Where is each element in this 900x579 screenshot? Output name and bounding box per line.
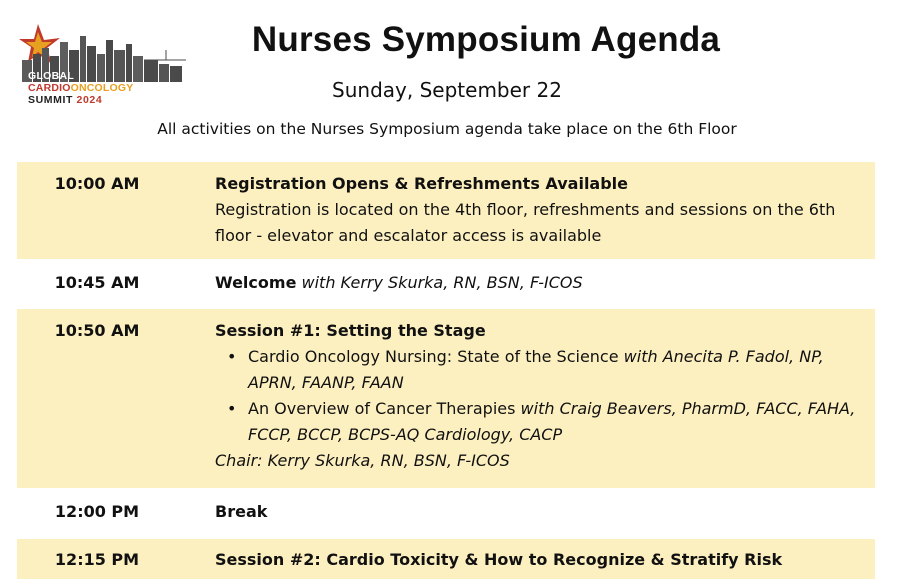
agenda-title: Welcome bbox=[215, 273, 297, 292]
agenda-row-session-1 bbox=[17, 309, 875, 488]
agenda-content bbox=[215, 270, 865, 296]
location-note: All activities on the Nurses Symposium agenda take place on the 6th Floor bbox=[157, 120, 737, 138]
logo-line-global: GLOBAL bbox=[28, 70, 75, 82]
agenda-row-registration bbox=[17, 162, 875, 259]
session-speaker: with Anecita P. Fadol, NP, APRN, FAANP, FAAN bbox=[248, 347, 824, 392]
agenda-content bbox=[215, 318, 865, 474]
agenda-description: Registration is located on the 4th floor, refreshments and sessions on the 6th floor - elevator and escalator access is available bbox=[215, 200, 836, 245]
session-topic-item bbox=[215, 396, 865, 448]
session-topic-item bbox=[215, 344, 865, 396]
agenda-row-welcome bbox=[17, 259, 875, 309]
session-speaker: with Craig Beavers, PharmD, FACC, FAHA, FCCP, BCCP, BCPS-AQ Cardiology, CACP bbox=[248, 399, 856, 444]
agenda-time: 10:50 AM bbox=[54, 321, 140, 340]
logo-word-oncology: ONCOLOGY bbox=[70, 82, 134, 94]
event-date: Sunday, September 22 bbox=[332, 78, 562, 102]
agenda-content bbox=[215, 171, 865, 249]
agenda-title: Break bbox=[215, 502, 268, 521]
agenda-time: 10:45 AM bbox=[54, 273, 140, 292]
agenda-title: Session #1: Setting the Stage bbox=[215, 321, 486, 340]
agenda-title: Session #2: Cardio Toxicity & How to Recognize & Stratify Risk bbox=[215, 550, 783, 569]
session-topic: An Overview of Cancer Therapies bbox=[248, 399, 516, 418]
logo-year: 2024 bbox=[76, 94, 103, 106]
logo-word-cardio: CARDIO bbox=[28, 82, 71, 94]
agenda-content bbox=[215, 547, 865, 573]
session-topic: Cardio Oncology Nursing: State of the Science bbox=[248, 347, 619, 366]
agenda-time: 12:00 PM bbox=[54, 502, 140, 521]
agenda-table bbox=[17, 162, 875, 579]
agenda-row-break bbox=[17, 488, 875, 539]
agenda-time: 12:15 PM bbox=[54, 550, 140, 569]
page-title: Nurses Symposium Agenda bbox=[251, 20, 721, 59]
logo-word-summit: SUMMIT bbox=[28, 94, 74, 106]
agenda-content bbox=[215, 499, 865, 525]
agenda-time: 10:00 AM bbox=[54, 174, 140, 193]
agenda-row-session-2 bbox=[17, 539, 875, 579]
agenda-title: Registration Opens & Refreshments Available bbox=[215, 174, 629, 193]
session-topic-list bbox=[215, 344, 865, 448]
session-chair: Chair: Kerry Skurka, RN, BSN, F-ICOS bbox=[215, 451, 510, 470]
agenda-speaker: with Kerry Skurka, RN, BSN, F-ICOS bbox=[301, 273, 583, 292]
